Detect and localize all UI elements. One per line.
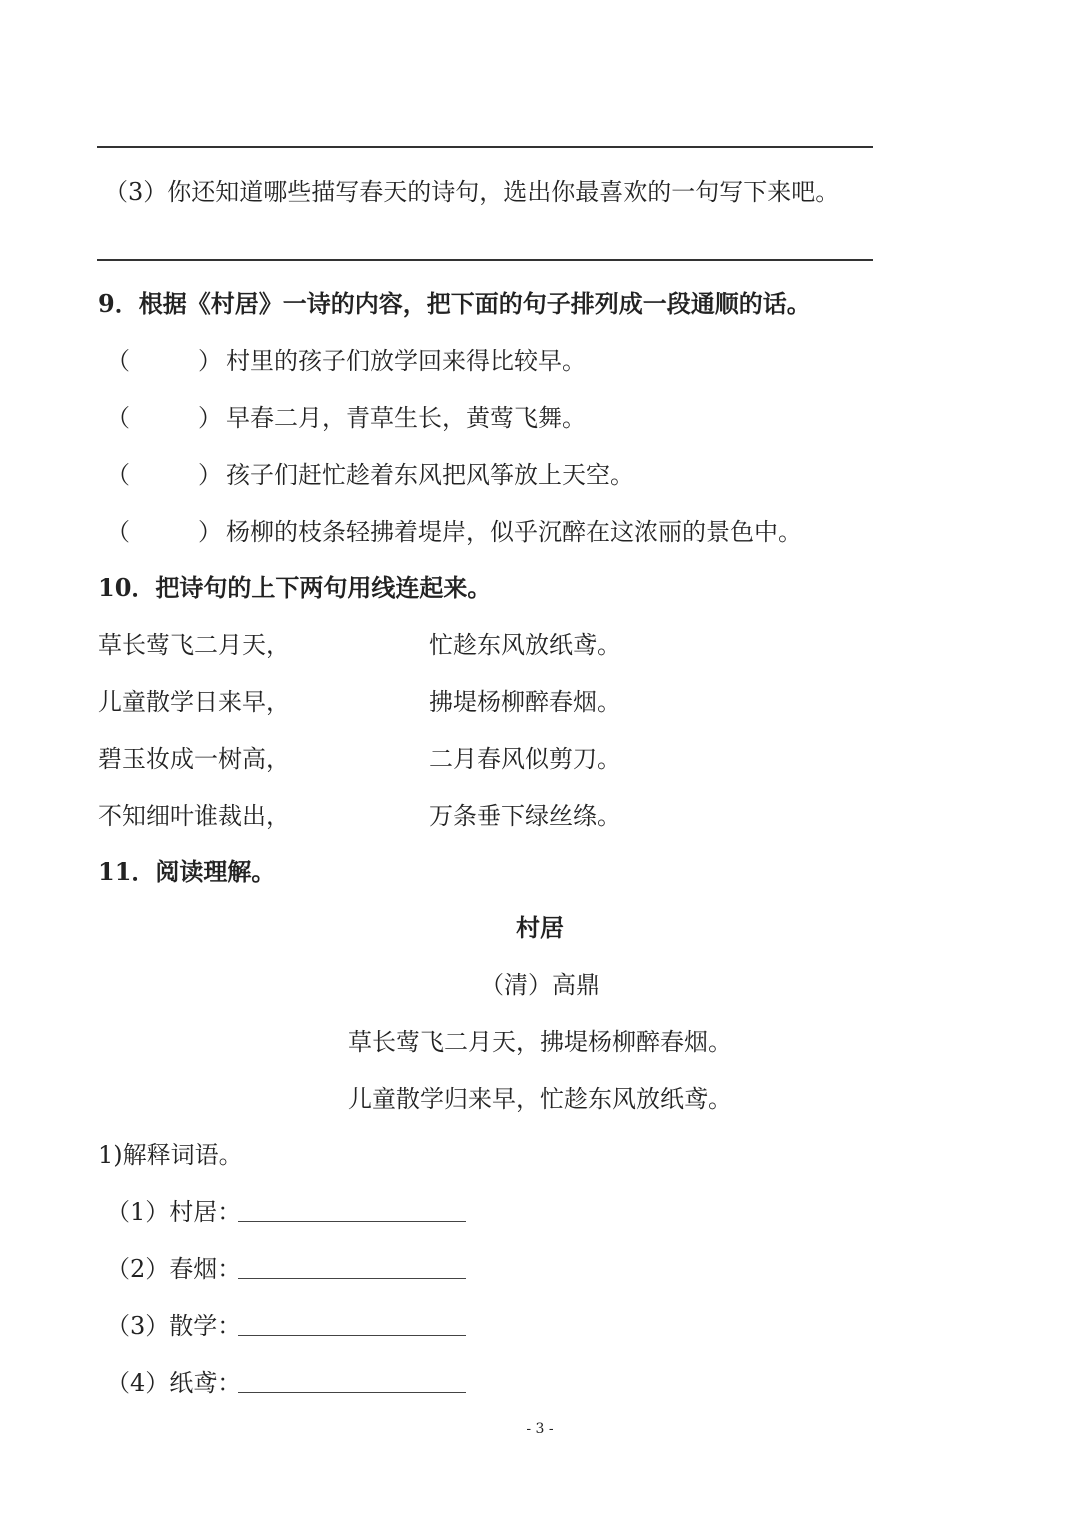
fill-in-blank [238,1278,466,1279]
poem-first-line: 草长莺飞二月天， [98,631,290,659]
order-bracket-close: ） [198,404,222,432]
poem-first-line: 儿童散学日来早， [98,688,290,716]
order-bracket-close: ） [198,347,222,375]
order-bracket-close: ） [198,518,222,546]
answer-line [97,146,873,148]
poem-second-line: 忙趁东风放纸鸢。 [429,631,621,659]
poem-author: （清）高鼎 [480,971,600,999]
q9-sentence: 早春二月，青草生长，黄莺飞舞。 [226,404,586,432]
poem-first-line: 不知细叶谁裁出， [98,802,290,830]
q9-sentence: 孩子们赶忙趁着东风把风筝放上天空。 [226,461,634,489]
page-number: - 3 - [526,1421,554,1437]
term-label: （2）春烟： [106,1255,242,1283]
q9-sentence: 杨柳的枝条轻拂着堤岸，似乎沉醉在这浓丽的景色中。 [226,518,802,546]
answer-line [97,259,873,261]
term-label: （3）散学： [106,1312,242,1340]
q9-sentence: 村里的孩子们放学回来得比较早。 [226,347,586,375]
fill-in-blank [238,1221,466,1222]
poem-verse: 儿童散学归来早，忙趁东风放纸鸢。 [348,1085,732,1113]
poem-second-line: 万条垂下绿丝绦。 [429,802,621,830]
q10-title: 10．把诗句的上下两句用线连起来。 [98,573,492,602]
fill-in-blank [238,1392,466,1393]
poem-verse: 草长莺飞二月天，拂堤杨柳醉春烟。 [348,1028,732,1056]
poem-title: 村居 [516,913,564,942]
order-bracket-open: （ [106,404,130,432]
term-label: （1）村居： [106,1198,242,1226]
q11-title: 11．阅读理解。 [98,857,276,886]
q8-part3-prompt: （3）你还知道哪些描写春天的诗句，选出你最喜欢的一句写下来吧。 [104,178,840,206]
q9-title: 9．根据《村居》一诗的内容，把下面的句子排列成一段通顺的话。 [98,289,811,318]
q11-sub1-title: 1)解释词语。 [98,1141,243,1169]
fill-in-blank [238,1335,466,1336]
term-label: （4）纸鸢： [106,1369,242,1397]
poem-first-line: 碧玉妆成一树高， [98,745,290,773]
poem-second-line: 拂堤杨柳醉春烟。 [429,688,621,716]
order-bracket-open: （ [106,461,130,489]
order-bracket-close: ） [198,461,222,489]
poem-second-line: 二月春风似剪刀。 [429,745,621,773]
order-bracket-open: （ [106,518,130,546]
order-bracket-open: （ [106,347,130,375]
